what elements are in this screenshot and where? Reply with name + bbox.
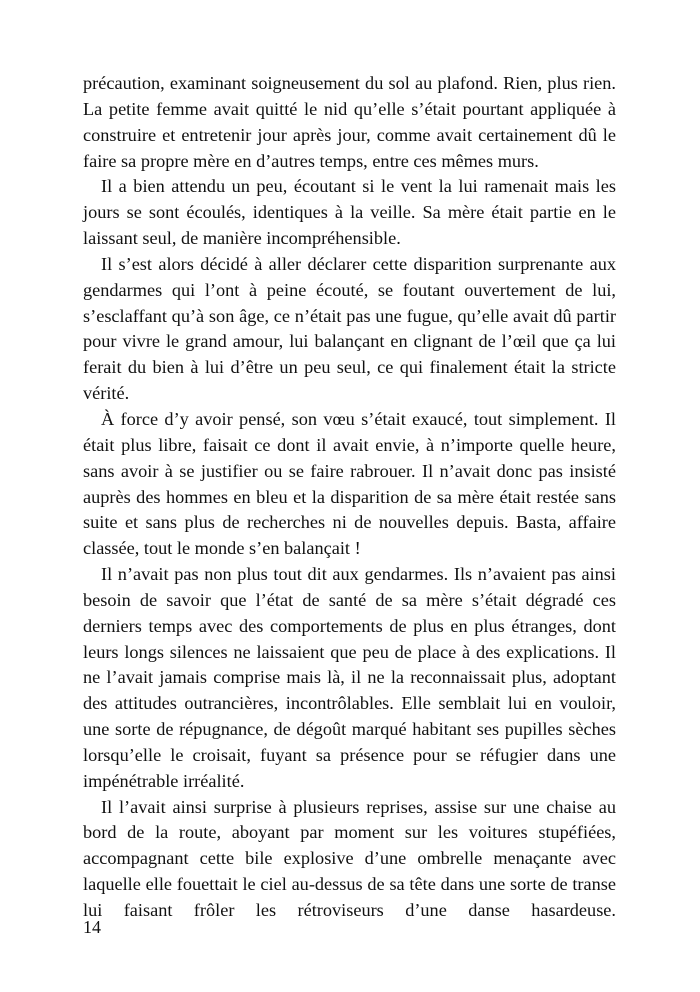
- paragraph: précaution, examinant soigneusement du sol au plafond. Rien, plus rien. La petite femme avait quitté le nid qu’elle s’était pourtant appliquée à construire et entretenir jour après jour, comme avait certainement dû le faire sa propre mère en d’autres temps, entre ces mêmes murs.: [83, 73, 616, 171]
- paragraph: Il s’est alors décidé à aller déclarer cette disparition surprenante aux gendarmes qui l’ont à peine écouté, se foutant ouvertement de lui, s’esclaffant qu’à son âge, ce n’était pas une fugue, qu’elle avait dû partir pour vivre le grand amour, lui balançant en clignant de l’œil que ça lui ferait du bien à lui d’être un peu seul, ce qui finalement était la stricte vérité.: [83, 253, 616, 404]
- page-body: [83, 71, 616, 924]
- paragraph: Il a bien attendu un peu, écoutant si le vent la lui ramenait mais les jours se sont écoulés, identiques à la veille. Sa mère était partie en le laissant seul, de manière incompréhensible.: [83, 176, 616, 249]
- paragraph: Il n’avait pas non plus tout dit aux gendarmes. Ils n’avaient pas ainsi besoin de savoir que l’état de santé de sa mère s’était dégradé ces derniers temps avec des comportements de plus en plus étranges, dont leurs longs silences ne laissaient que peu de place à des explications. Il ne l’avait jamais comprise mais là, il ne la reconnaissait plus, adoptant des attitudes outrancières, incontrôlables. Elle semblait lui en vouloir, une sorte de répugnance, de dégoût marqué habitant ses pupilles sèches lorsqu’elle le croisait, fuyant sa présence pour se réfugier dans une impénétrable irréalité.: [83, 564, 616, 791]
- paragraph: À force d’y avoir pensé, son vœu s’était exaucé, tout simplement. Il était plus libre, faisait ce dont il avait envie, à n’importe quelle heure, sans avoir à se justifier ou se faire rabrouer. Il n’avait donc pas insisté auprès des hommes en bleu et la disparition de sa mère était restée sans suite et sans plus de recherches ni de nouvelles depuis. Basta, affaire classée, tout le monde s’en balançait !: [83, 408, 616, 559]
- paragraph: Il l’avait ainsi surprise à plusieurs reprises, assise sur une chaise au bord de la route, aboyant par moment sur les voitures stupéfiées, accompagnant cette bile explosive d’une ombrelle menaçante avec laquelle elle fouettait le ciel au-dessus de sa tête dans une sorte de transe lui faisant frôler les rétroviseurs d’une danse hasardeuse.: [83, 796, 616, 920]
- page-number: 14: [83, 917, 101, 937]
